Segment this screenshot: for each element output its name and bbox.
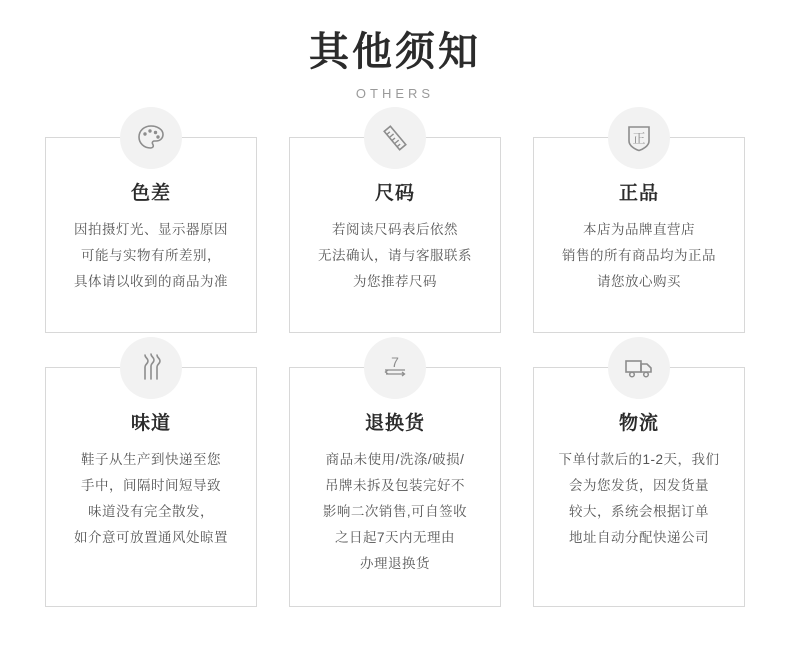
notice-card-color [45, 137, 257, 333]
card-line: 吊牌未拆及包装完好不 [325, 478, 465, 493]
page-title: 其他须知 [309, 30, 481, 74]
card-line: 为您推荐尺码 [353, 274, 437, 289]
notice-card-size [289, 137, 501, 333]
card-body [546, 217, 732, 295]
card-line: 具体请以收到的商品为准 [74, 274, 228, 289]
card-title: 尺码 [374, 183, 415, 204]
card-body [302, 217, 488, 295]
card-line: 可能与实物有所差别， [81, 248, 221, 263]
page-header [0, 0, 790, 101]
genuine-shield-icon [608, 107, 670, 169]
card-title: 正品 [618, 183, 659, 204]
notice-card-return [289, 354, 501, 607]
page-subtitle: OTHERS [355, 86, 435, 101]
card-body [58, 217, 244, 295]
notice-card-logistics [533, 367, 745, 607]
ruler-icon [364, 107, 426, 169]
card-line: 地址自动分配快递公司 [569, 530, 709, 545]
card-line: 销售的所有商品均为正品 [562, 248, 716, 263]
card-title: 色差 [130, 183, 171, 204]
card-line: 因拍摄灯光、显示器原因 [74, 222, 228, 237]
card-body [58, 447, 244, 551]
return-exchange-icon [364, 337, 426, 399]
color-palette-icon [120, 107, 182, 169]
notice-card-grid [45, 131, 745, 607]
odor-steam-icon [120, 337, 182, 399]
card-line: 味道没有完全散发， [88, 504, 214, 519]
card-line: 鞋子从生产到快递至您 [81, 452, 221, 467]
card-title: 味道 [130, 413, 171, 434]
card-line: 商品未使用/洗涤/破损/ [325, 452, 465, 467]
card-line: 之日起7天内无理由 [334, 530, 455, 545]
notice-card-odor [45, 367, 257, 607]
svg-text:7: 7 [391, 354, 399, 370]
card-line: 请您放心购买 [597, 274, 681, 289]
card-title: 退换货 [364, 413, 425, 434]
card-line: 下单付款后的1-2天，我们 [558, 452, 720, 467]
card-line: 本店为品牌直营店 [583, 222, 695, 237]
card-line: 会为您发货，因发货量 [569, 478, 709, 493]
card-line: 较大，系统会根据订单 [569, 504, 709, 519]
card-line: 影响二次销售,可自签收 [322, 504, 468, 519]
card-body [546, 447, 732, 551]
truck-icon [608, 337, 670, 399]
card-line: 若阅读尺码表后依然 [332, 222, 458, 237]
notice-card-genuine [533, 131, 745, 333]
card-title: 物流 [618, 413, 659, 434]
svg-text:正: 正 [632, 131, 646, 146]
card-body [302, 447, 488, 577]
card-line: 办理退换货 [360, 556, 430, 571]
card-line: 手中，间隔时间短导致 [81, 478, 221, 493]
card-line: 如介意可放置通风处晾置 [74, 530, 228, 545]
card-line: 无法确认，请与客服联系 [318, 248, 472, 263]
